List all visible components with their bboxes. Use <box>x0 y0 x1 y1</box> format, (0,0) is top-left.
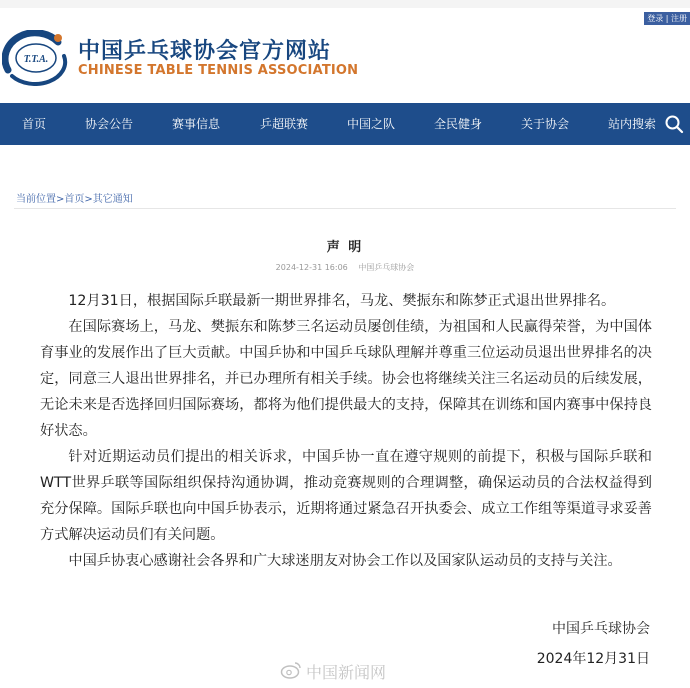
article-source: 中国乒乓球协会 <box>358 263 415 272</box>
article-date: 2024-12-31 16:06 <box>275 263 348 272</box>
nav-item-fitness[interactable]: 全民健身 <box>434 117 483 131</box>
article-body <box>40 288 652 574</box>
nav-item-about[interactable]: 关于协会 <box>521 117 570 131</box>
nav-item-home[interactable]: 首页 <box>22 117 47 131</box>
article-paragraph: 中国乒协衷心感谢社会各界和广大球迷朋友对协会工作以及国家队运动员的支持与关注。 <box>68 553 622 569</box>
nav-item-announcements[interactable]: 协会公告 <box>85 117 134 131</box>
cta-logo[interactable] <box>2 30 70 86</box>
site-title-cn: 中国乒乓球协会官方网站 <box>78 39 332 64</box>
breadcrumb <box>16 190 133 205</box>
search-icon[interactable] <box>664 114 684 134</box>
logo-emblem-text: T.T.A. <box>23 54 49 65</box>
article-paragraph: 在国际赛场上，马龙、樊振东和陈梦三名运动员屡创佳绩，为祖国和人民赢得荣誉，为中国体育事业的发展作出了巨大贡献。中国乒协和中国乒乓球队理解并尊重三位运动员退出世界排名的决定，同意三人退出世界排名，并已办理所有相关手续。协会也将继续关注三名运动员的后续发展，无论未来是否选择回归国际赛场，都将为他们提供最大的支持，保障其在训练和国内赛事中保持良好状态。 <box>40 319 652 439</box>
article-paragraph: 12月31日，根据国际乒联最新一期世界排名，马龙、樊振东和陈梦正式退出世界排名。 <box>68 293 616 309</box>
breadcrumb-home-link[interactable]: 首页 <box>64 194 85 205</box>
breadcrumb-separator: > <box>84 194 93 205</box>
article-sign-date: 2024年12月31日 <box>536 651 650 667</box>
divider <box>14 208 676 209</box>
nav-item-national-team[interactable]: 中国之队 <box>347 117 396 131</box>
breadcrumb-separator: > <box>56 194 65 205</box>
article-meta <box>0 262 690 273</box>
site-title-en: CHINESE TABLE TENNIS ASSOCIATION <box>78 63 359 78</box>
article-title: 声 明 <box>326 240 364 255</box>
article-signature: 中国乒乓球协会 <box>552 621 650 637</box>
login-link[interactable]: 登录 | 注册 <box>644 12 690 25</box>
breadcrumb-other-notices-link[interactable]: 其它通知 <box>92 194 133 205</box>
nav-item-events[interactable]: 赛事信息 <box>172 117 221 131</box>
top-strip <box>0 0 690 8</box>
nav-item-site-search[interactable]: 站内搜索 <box>608 117 657 131</box>
article-paragraph: 针对近期运动员们提出的相关诉求，中国乒协一直在遵守规则的前提下，积极与国际乒联和WTT世界乒联等国际组织保持沟通协调，推动竞赛规则的合理调整，确保运动员的合法权益得到充分保障。国际乒联也向中国乒协表示，近期将通过紧急召开执委会、成立工作组等渠道寻求妥善方式解决运动员们有关问题。 <box>40 449 652 543</box>
nav-item-super-league[interactable]: 乒超联赛 <box>260 117 309 131</box>
main-nav <box>0 103 690 145</box>
watermark-text: 中国新闻网 <box>306 663 387 682</box>
weibo-icon <box>280 661 302 679</box>
breadcrumb-current-label: 当前位置 <box>16 194 56 205</box>
